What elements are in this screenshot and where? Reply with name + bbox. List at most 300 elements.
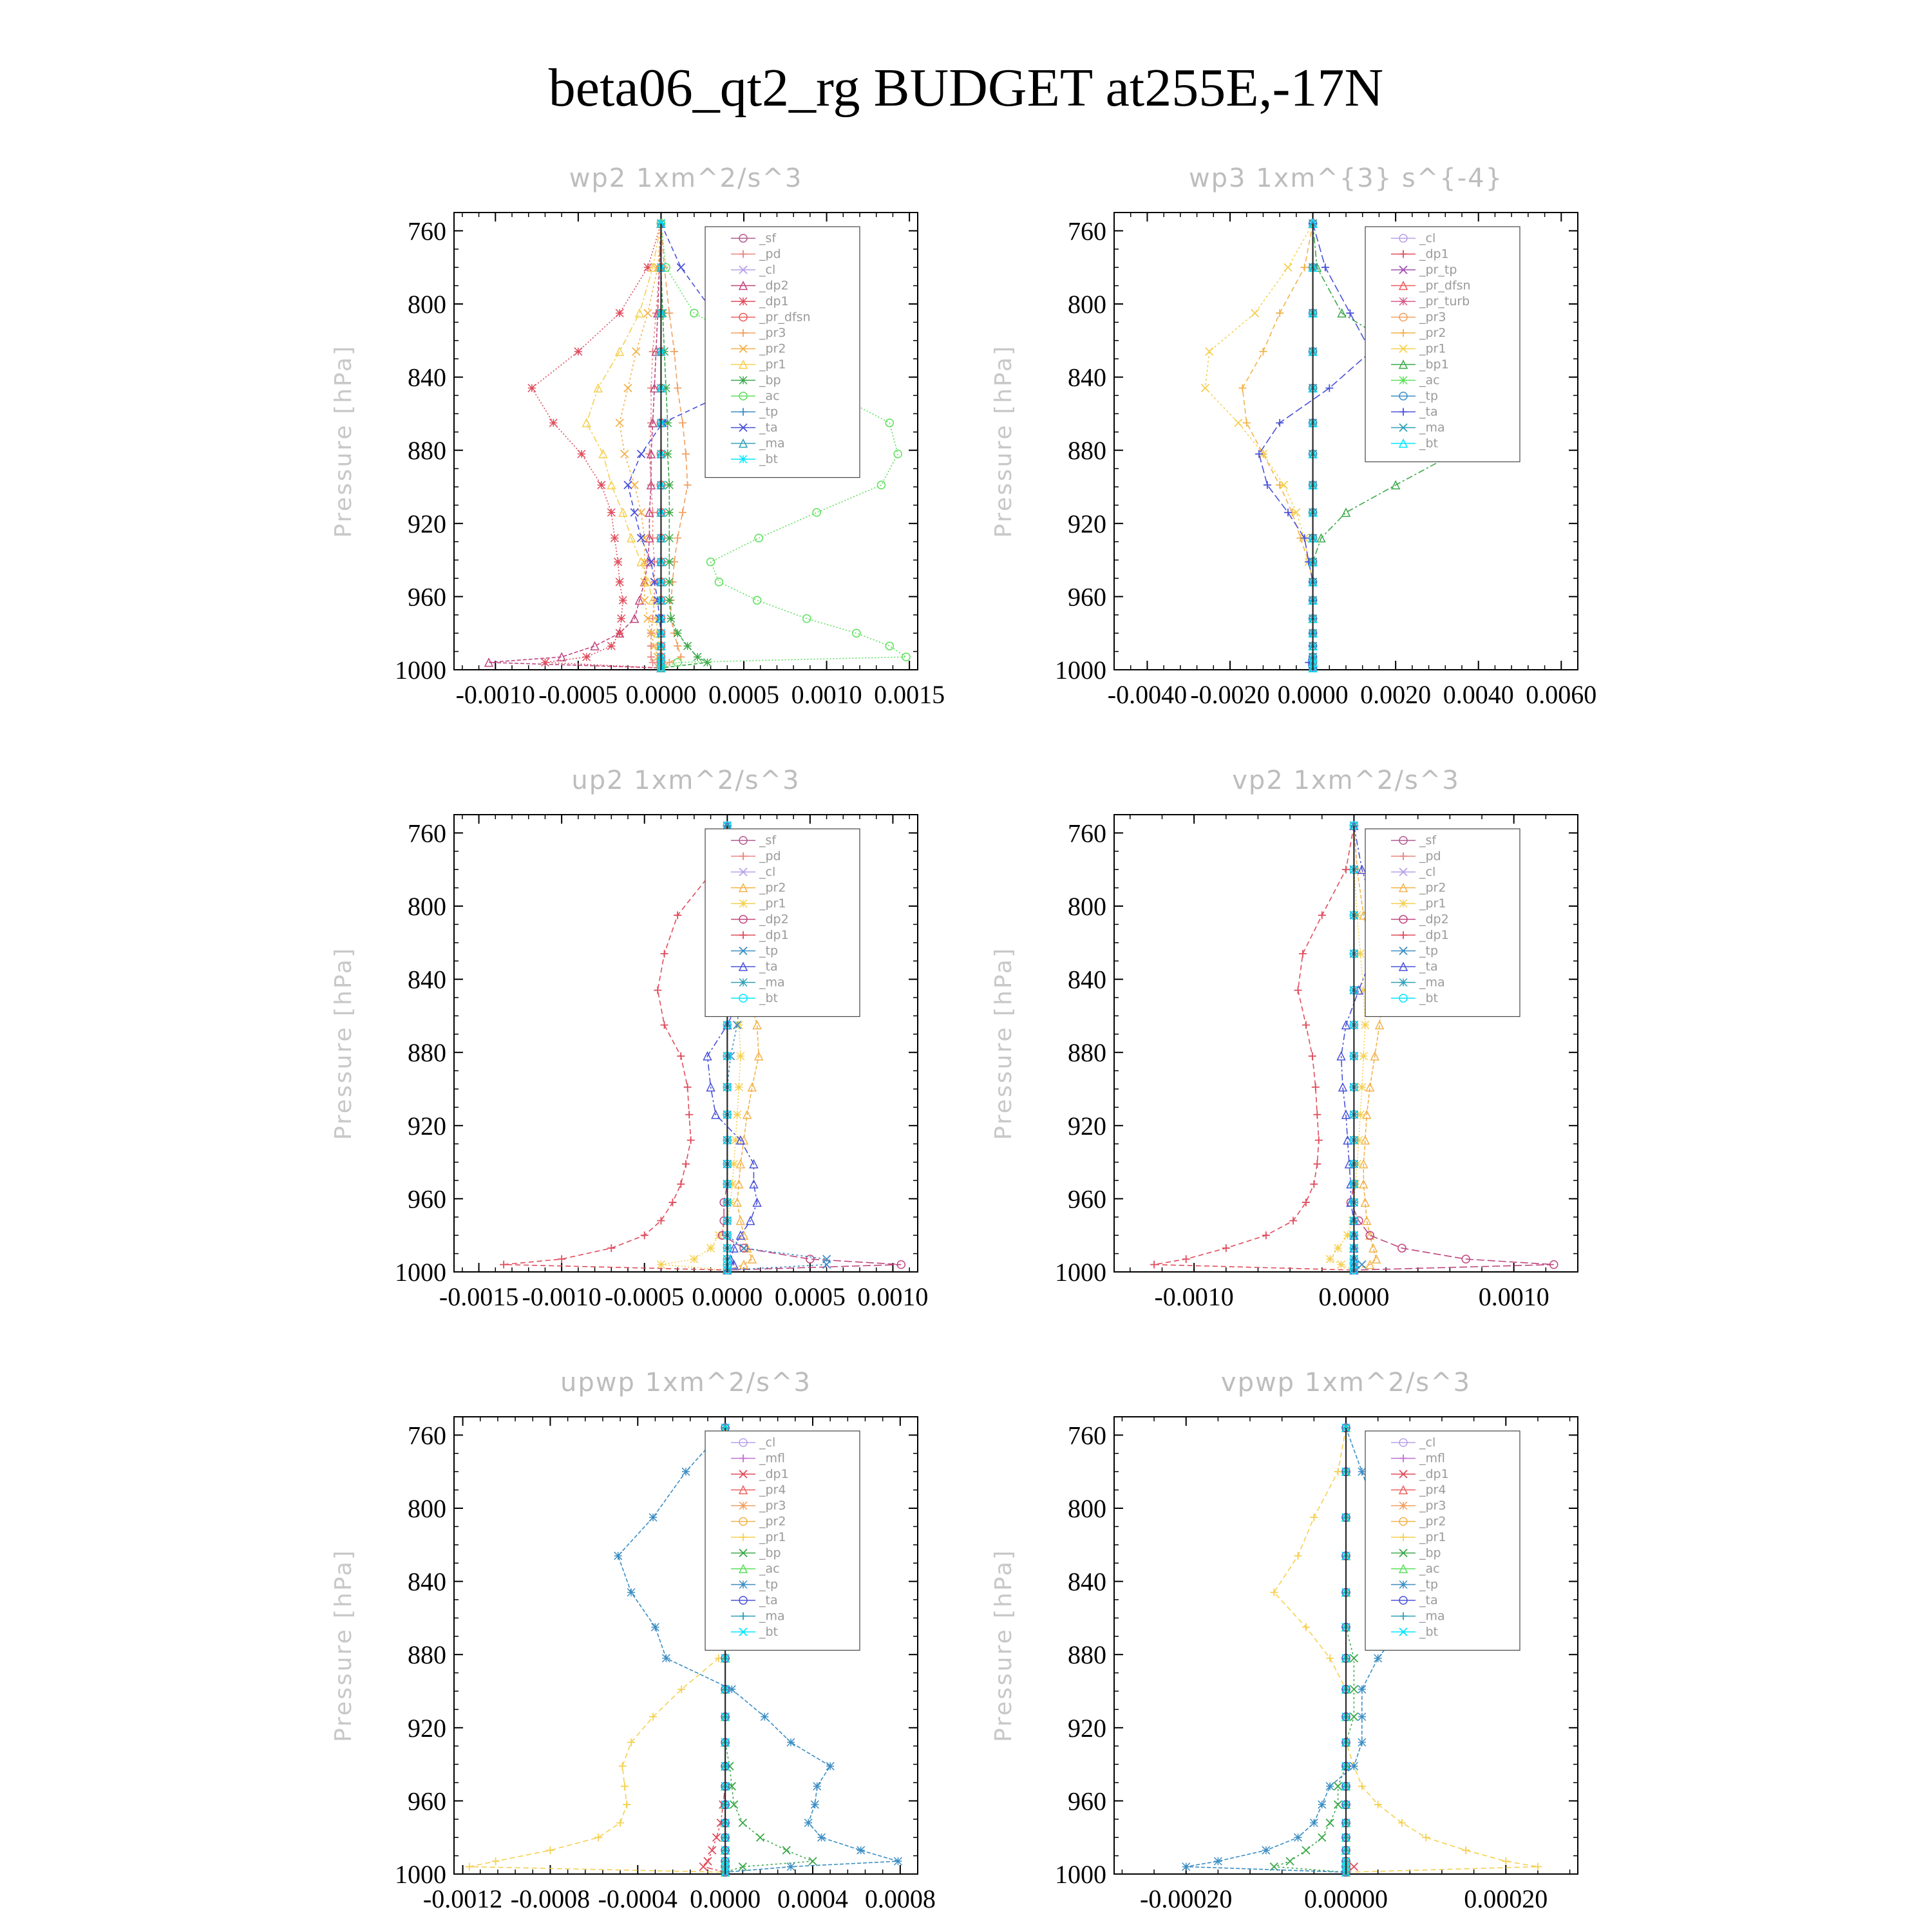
legend-marker bbox=[739, 377, 747, 384]
legend-label: _pr3 bbox=[1419, 310, 1446, 325]
series-line-dp2 bbox=[489, 223, 661, 668]
series-point bbox=[707, 1244, 715, 1252]
series-point bbox=[1369, 1244, 1377, 1252]
x-tick-label: 0.00000 bbox=[1304, 1884, 1388, 1913]
legend-label: _ta bbox=[759, 1593, 778, 1607]
series-point bbox=[665, 535, 673, 542]
series-point bbox=[1206, 348, 1213, 355]
x-tick-label: 0.0005 bbox=[708, 680, 779, 709]
legend-label: _tp bbox=[759, 943, 779, 958]
x-tick-label: 0.0040 bbox=[1443, 680, 1514, 709]
legend-marker bbox=[1399, 298, 1407, 305]
y-tick-label: 840 bbox=[408, 965, 446, 994]
series-point bbox=[1502, 1857, 1510, 1865]
series-point bbox=[813, 1783, 821, 1790]
series-point bbox=[826, 1762, 834, 1770]
legend-label: _bt bbox=[1419, 436, 1439, 451]
x-tick-label: -0.0012 bbox=[422, 1884, 503, 1913]
series-point bbox=[654, 987, 661, 994]
y-tick-label: 880 bbox=[408, 1640, 446, 1670]
series-point bbox=[1238, 384, 1246, 392]
series-point bbox=[662, 1654, 670, 1662]
series-point bbox=[682, 450, 690, 458]
series-point bbox=[607, 481, 615, 489]
series-point bbox=[1534, 1863, 1542, 1871]
series-point bbox=[1398, 1819, 1406, 1826]
legend-label: _bp bbox=[759, 373, 781, 388]
legend-label: _pr2 bbox=[759, 1514, 786, 1529]
legend-label: _bt bbox=[759, 1625, 779, 1639]
series-point bbox=[1350, 1685, 1358, 1693]
y-tick-label: 840 bbox=[408, 363, 446, 392]
series-point bbox=[636, 309, 643, 317]
legend-label: _pr2 bbox=[759, 880, 786, 895]
series-point bbox=[558, 1255, 565, 1263]
series-point bbox=[1326, 1255, 1334, 1263]
series-point bbox=[665, 509, 673, 516]
series-point bbox=[578, 450, 585, 458]
chart-panel-2 bbox=[990, 164, 1596, 709]
legend-label: _pr2 bbox=[759, 341, 786, 356]
series-point bbox=[1315, 1137, 1323, 1144]
series-point bbox=[1150, 1261, 1158, 1269]
series-point bbox=[670, 348, 678, 355]
series-point bbox=[616, 629, 623, 637]
legend-label: _sf bbox=[759, 833, 777, 848]
x-tick-label: 0.0010 bbox=[857, 1282, 929, 1311]
series-point bbox=[546, 1846, 554, 1854]
series-point bbox=[665, 558, 673, 565]
legend-label: _pr_dfsn bbox=[759, 310, 811, 325]
legend-label: _pr4 bbox=[759, 1482, 786, 1497]
series-point bbox=[1350, 1762, 1358, 1770]
legend-marker bbox=[739, 1502, 747, 1510]
y-tick-label: 800 bbox=[408, 892, 446, 921]
series-point bbox=[621, 450, 629, 458]
x-tick-label: -0.0010 bbox=[455, 680, 535, 709]
series-point bbox=[787, 1739, 795, 1747]
legend-label: _bt bbox=[1419, 991, 1439, 1005]
series-point bbox=[674, 659, 681, 667]
y-tick-label: 800 bbox=[1068, 1494, 1106, 1523]
series-point bbox=[737, 1052, 744, 1060]
y-tick-label: 800 bbox=[408, 1494, 446, 1523]
x-tick-label: -0.0008 bbox=[510, 1884, 591, 1913]
legend-label: _pr1 bbox=[759, 896, 786, 911]
series-point bbox=[703, 659, 711, 667]
legend-label: _ta bbox=[1419, 404, 1438, 419]
panel-title: vp2 1xm^2/s^3 bbox=[1232, 766, 1460, 795]
x-tick-label: -0.0005 bbox=[538, 680, 618, 709]
legend-label: _bt bbox=[759, 452, 779, 466]
series-point bbox=[734, 1111, 741, 1119]
x-tick-label: 0.00020 bbox=[1464, 1884, 1548, 1913]
legend-label: _pr_tp bbox=[1419, 263, 1457, 277]
series-point bbox=[1318, 1833, 1326, 1841]
series-point bbox=[618, 614, 625, 622]
legend-label: _pr3 bbox=[759, 1499, 786, 1513]
y-tick-label: 800 bbox=[408, 290, 446, 319]
series-point bbox=[1342, 509, 1350, 516]
y-tick-label: 960 bbox=[408, 1184, 446, 1214]
legend-marker bbox=[739, 1581, 747, 1589]
series-point bbox=[1299, 950, 1307, 958]
series-point bbox=[677, 263, 685, 271]
series-point bbox=[1222, 1244, 1230, 1252]
y-axis-label: Pressure [hPa] bbox=[990, 946, 1017, 1141]
y-tick-label: 760 bbox=[1068, 819, 1106, 848]
series-point bbox=[682, 1468, 690, 1475]
series-point bbox=[1334, 1244, 1342, 1252]
legend-label: _pd bbox=[759, 849, 781, 864]
series-point bbox=[661, 1021, 668, 1029]
legend-label: _tp bbox=[1419, 943, 1439, 958]
series-point bbox=[668, 1198, 676, 1206]
x-tick-label: 0.0008 bbox=[864, 1884, 936, 1913]
legend-label: _bt bbox=[1419, 1625, 1439, 1639]
series-point bbox=[623, 1801, 630, 1808]
x-tick-label: 0.0020 bbox=[1360, 680, 1432, 709]
series-point bbox=[1235, 419, 1242, 427]
legend-marker bbox=[1399, 1581, 1407, 1589]
legend-label: _bp1 bbox=[1419, 357, 1449, 372]
series-line-dp1 bbox=[1154, 826, 1354, 1270]
x-tick-label: -0.0015 bbox=[439, 1282, 519, 1311]
series-point bbox=[690, 1255, 698, 1263]
y-tick-label: 960 bbox=[1068, 1184, 1106, 1214]
series-point bbox=[813, 509, 820, 516]
y-tick-label: 880 bbox=[1068, 1038, 1106, 1068]
legend-label: _cl bbox=[759, 865, 776, 879]
series-point bbox=[607, 509, 615, 516]
series-point bbox=[684, 481, 692, 489]
series-point bbox=[665, 309, 673, 317]
series-point bbox=[466, 1863, 473, 1871]
series-point bbox=[699, 1863, 707, 1871]
series-point bbox=[616, 419, 623, 427]
chart-panel-1 bbox=[330, 164, 945, 709]
series-point bbox=[1262, 1231, 1270, 1239]
x-tick-label: -0.0005 bbox=[605, 1282, 685, 1311]
y-tick-label: 760 bbox=[408, 216, 446, 246]
series-point bbox=[614, 1552, 622, 1560]
y-tick-label: 760 bbox=[1068, 1421, 1106, 1450]
legend-label: _dp2 bbox=[759, 278, 789, 293]
series-point bbox=[665, 481, 673, 489]
series-point bbox=[1302, 1846, 1310, 1854]
series-point bbox=[1346, 309, 1354, 317]
legend-label: _ma bbox=[759, 1609, 785, 1624]
y-tick-label: 1000 bbox=[1055, 656, 1106, 685]
series-point bbox=[1358, 1083, 1366, 1091]
series-point bbox=[735, 1083, 743, 1091]
chart-panel-6 bbox=[990, 1368, 1578, 1913]
legend-label: _ta bbox=[759, 421, 778, 435]
series-point bbox=[713, 1833, 721, 1841]
panel-title: wp3 1xm^{3} s^{-4} bbox=[1188, 164, 1504, 193]
series-point bbox=[1313, 1160, 1321, 1168]
y-tick-label: 880 bbox=[1068, 436, 1106, 466]
series-point bbox=[1326, 1783, 1334, 1790]
series-point bbox=[1276, 419, 1283, 427]
y-axis-label: Pressure [hPa] bbox=[330, 946, 357, 1141]
legend-label: _ma bbox=[759, 436, 785, 451]
series-point bbox=[1358, 1468, 1366, 1475]
series-point bbox=[1264, 481, 1271, 489]
series-point bbox=[619, 1762, 627, 1770]
series-point bbox=[1310, 1513, 1318, 1521]
legend-label: _cl bbox=[1419, 865, 1436, 879]
series-point bbox=[665, 596, 673, 604]
page-title: beta06_qt2_rg BUDGET at255E,-17N bbox=[548, 58, 1384, 118]
chart-panel-5 bbox=[330, 1368, 936, 1913]
series-point bbox=[665, 578, 673, 586]
legend-label: _bp bbox=[1419, 1546, 1441, 1560]
x-tick-label: 0.0010 bbox=[1478, 1282, 1549, 1311]
legend-marker bbox=[739, 455, 747, 463]
legend-marker bbox=[1399, 900, 1407, 907]
series-point bbox=[674, 535, 681, 542]
x-tick-label: 0.0015 bbox=[874, 680, 945, 709]
series-point bbox=[857, 1846, 865, 1854]
y-axis-label: Pressure [hPa] bbox=[330, 344, 357, 538]
series-point bbox=[674, 642, 681, 650]
series-point bbox=[684, 1083, 692, 1091]
legend-marker bbox=[1399, 377, 1407, 384]
series-point bbox=[755, 535, 762, 542]
legend-label: _ac bbox=[1419, 1562, 1440, 1576]
legend-label: _pr1 bbox=[1419, 341, 1446, 356]
y-tick-label: 1000 bbox=[395, 1258, 446, 1287]
legend-label: _pd bbox=[759, 247, 781, 261]
legend-label: _ma bbox=[1419, 975, 1445, 990]
y-axis-label: Pressure [hPa] bbox=[330, 1548, 357, 1743]
series-point bbox=[1302, 1021, 1310, 1029]
series-point bbox=[657, 1261, 665, 1269]
series-point bbox=[598, 481, 605, 489]
y-tick-label: 840 bbox=[1068, 363, 1106, 392]
legend-label: _pr_turb bbox=[1419, 294, 1470, 308]
x-tick-label: 0.0060 bbox=[1526, 680, 1597, 709]
series-point bbox=[674, 384, 681, 392]
y-tick-label: 920 bbox=[1068, 1713, 1106, 1743]
legend-label: _pr1 bbox=[1419, 1530, 1446, 1544]
legend-label: _ta bbox=[1419, 1593, 1438, 1607]
legend-label: _pr2 bbox=[1419, 326, 1446, 340]
series-point bbox=[661, 950, 668, 958]
series-point bbox=[748, 1255, 756, 1263]
series-point bbox=[1289, 1217, 1297, 1224]
legend-label: _ma bbox=[759, 975, 785, 990]
legend-marker bbox=[1399, 1502, 1407, 1510]
series-point bbox=[647, 653, 655, 661]
series-point bbox=[708, 1846, 716, 1854]
legend-label: _cl bbox=[1419, 1435, 1436, 1450]
series-point bbox=[1359, 1052, 1367, 1060]
x-tick-label: 0.0000 bbox=[690, 1884, 761, 1913]
series-point bbox=[818, 1833, 826, 1841]
series-point bbox=[1318, 1801, 1326, 1808]
series-point bbox=[1462, 1846, 1470, 1854]
legend-label: _dp2 bbox=[1419, 912, 1449, 927]
x-tick-label: -0.0010 bbox=[1154, 1282, 1234, 1311]
series-point bbox=[630, 509, 638, 516]
x-tick-label: 0.0004 bbox=[777, 1884, 848, 1913]
series-point bbox=[549, 419, 557, 427]
y-tick-label: 1000 bbox=[395, 656, 446, 685]
series-point bbox=[616, 309, 623, 317]
legend-label: _pr3 bbox=[1419, 1499, 1446, 1513]
x-tick-label: 0.0000 bbox=[1318, 1282, 1390, 1311]
series-point bbox=[674, 629, 681, 637]
series-point bbox=[1262, 1846, 1270, 1854]
series-point bbox=[1361, 1021, 1369, 1029]
legend-label: _tp bbox=[1419, 389, 1439, 403]
legend-label: _dp1 bbox=[759, 1467, 789, 1481]
series-point bbox=[877, 481, 885, 489]
series-point bbox=[687, 1137, 695, 1144]
series-point bbox=[902, 653, 910, 661]
series-point bbox=[627, 1589, 635, 1596]
y-tick-label: 1000 bbox=[395, 1860, 446, 1889]
series-point bbox=[621, 1783, 629, 1790]
series-point bbox=[679, 419, 687, 427]
series-point bbox=[492, 1857, 500, 1865]
series-point bbox=[583, 653, 591, 661]
legend-label: _cl bbox=[759, 1435, 776, 1450]
series-point bbox=[809, 1857, 817, 1865]
series-point bbox=[1301, 263, 1309, 271]
y-tick-label: 800 bbox=[1068, 892, 1106, 921]
series-point bbox=[1358, 1713, 1366, 1721]
series-point bbox=[607, 642, 615, 650]
series-point bbox=[1251, 309, 1259, 317]
legend-label: _sf bbox=[759, 231, 777, 245]
series-point bbox=[651, 1624, 659, 1631]
legend-marker bbox=[739, 979, 747, 987]
series-point bbox=[1334, 1783, 1342, 1790]
legend-label: _dp1 bbox=[1419, 1467, 1449, 1481]
y-tick-label: 1000 bbox=[1055, 1258, 1106, 1287]
series-point bbox=[1310, 1819, 1318, 1826]
series-point bbox=[616, 578, 623, 586]
legend-label: _dp1 bbox=[1419, 928, 1449, 942]
y-tick-label: 960 bbox=[408, 582, 446, 612]
series-point bbox=[1310, 1180, 1318, 1188]
legend-label: _pr1 bbox=[1419, 896, 1446, 911]
y-tick-label: 920 bbox=[408, 1713, 446, 1743]
series-point bbox=[1302, 1624, 1310, 1631]
series-line-dp1 bbox=[504, 826, 727, 1270]
x-tick-label: -0.0040 bbox=[1107, 680, 1188, 709]
series-point bbox=[1201, 384, 1209, 392]
legend-label: _dp1 bbox=[759, 928, 789, 942]
series-point bbox=[1358, 1739, 1366, 1747]
legend-label: _dp2 bbox=[759, 912, 789, 927]
x-tick-label: 0.0005 bbox=[774, 1282, 846, 1311]
legend-label: _ac bbox=[759, 389, 780, 403]
series-point bbox=[644, 309, 652, 317]
legend-label: _pd bbox=[1419, 849, 1441, 864]
series-point bbox=[1350, 1654, 1358, 1662]
series-point bbox=[1302, 1198, 1310, 1206]
series-point bbox=[616, 1819, 624, 1826]
series-point bbox=[1338, 1261, 1345, 1269]
series-point bbox=[1422, 1833, 1430, 1841]
y-tick-label: 920 bbox=[408, 1111, 446, 1141]
series-point bbox=[761, 1713, 768, 1721]
legend-label: _bt bbox=[759, 991, 779, 1005]
series-point bbox=[624, 481, 632, 489]
series-point bbox=[574, 348, 582, 355]
series-point bbox=[1312, 1083, 1320, 1091]
series-point bbox=[1259, 348, 1267, 355]
series-point bbox=[619, 596, 627, 604]
y-axis-label: Pressure [hPa] bbox=[990, 1548, 1017, 1743]
series-point bbox=[528, 384, 536, 392]
series-point bbox=[614, 558, 622, 565]
series-point bbox=[677, 1180, 685, 1188]
y-tick-label: 760 bbox=[408, 819, 446, 848]
panel-title: vpwp 1xm^2/s^3 bbox=[1220, 1368, 1472, 1397]
legend-label: _dp1 bbox=[759, 294, 789, 308]
series-point bbox=[679, 509, 687, 516]
legend-label: _bp bbox=[759, 1546, 781, 1560]
series-point bbox=[1309, 1052, 1316, 1060]
legend-marker bbox=[1399, 979, 1407, 987]
series-point bbox=[664, 450, 672, 458]
series-point bbox=[591, 642, 599, 650]
series-point bbox=[607, 1244, 615, 1252]
series-point bbox=[500, 1261, 507, 1269]
y-tick-label: 960 bbox=[1068, 582, 1106, 612]
y-tick-label: 920 bbox=[1068, 1111, 1106, 1141]
y-tick-label: 880 bbox=[408, 436, 446, 466]
series-point bbox=[1276, 309, 1283, 317]
y-tick-label: 840 bbox=[1068, 965, 1106, 994]
legend-label: _pr_dfsn bbox=[1419, 278, 1471, 293]
y-tick-label: 920 bbox=[408, 509, 446, 538]
panel-title: wp2 1xm^2/s^3 bbox=[569, 164, 803, 193]
x-tick-label: 0.0010 bbox=[791, 680, 862, 709]
chart-panel-4 bbox=[990, 766, 1578, 1311]
series-point bbox=[1334, 1801, 1342, 1808]
series-point bbox=[632, 348, 640, 355]
x-tick-label: 0.0000 bbox=[692, 1282, 763, 1311]
y-tick-label: 920 bbox=[1068, 509, 1106, 538]
legend-marker bbox=[739, 900, 747, 907]
legend-label: _dp1 bbox=[1419, 247, 1449, 261]
series-point bbox=[1326, 1819, 1334, 1826]
series-point bbox=[583, 419, 591, 427]
y-axis-label: Pressure [hPa] bbox=[990, 344, 1017, 538]
legend-label: _ta bbox=[759, 960, 778, 974]
y-tick-label: 880 bbox=[408, 1038, 446, 1068]
chart-panel-3 bbox=[330, 766, 928, 1311]
series-point bbox=[1358, 1685, 1366, 1693]
series-point bbox=[894, 1857, 902, 1865]
series-point bbox=[787, 1863, 795, 1871]
y-tick-label: 800 bbox=[1068, 290, 1106, 319]
series-point bbox=[782, 1846, 790, 1854]
series-point bbox=[1243, 419, 1251, 427]
series-point bbox=[1284, 263, 1292, 271]
legend-label: _mfl bbox=[759, 1451, 785, 1466]
series-point bbox=[704, 1857, 712, 1865]
series-point bbox=[1318, 911, 1326, 919]
y-tick-label: 880 bbox=[1068, 1640, 1106, 1670]
series-point bbox=[694, 653, 701, 661]
